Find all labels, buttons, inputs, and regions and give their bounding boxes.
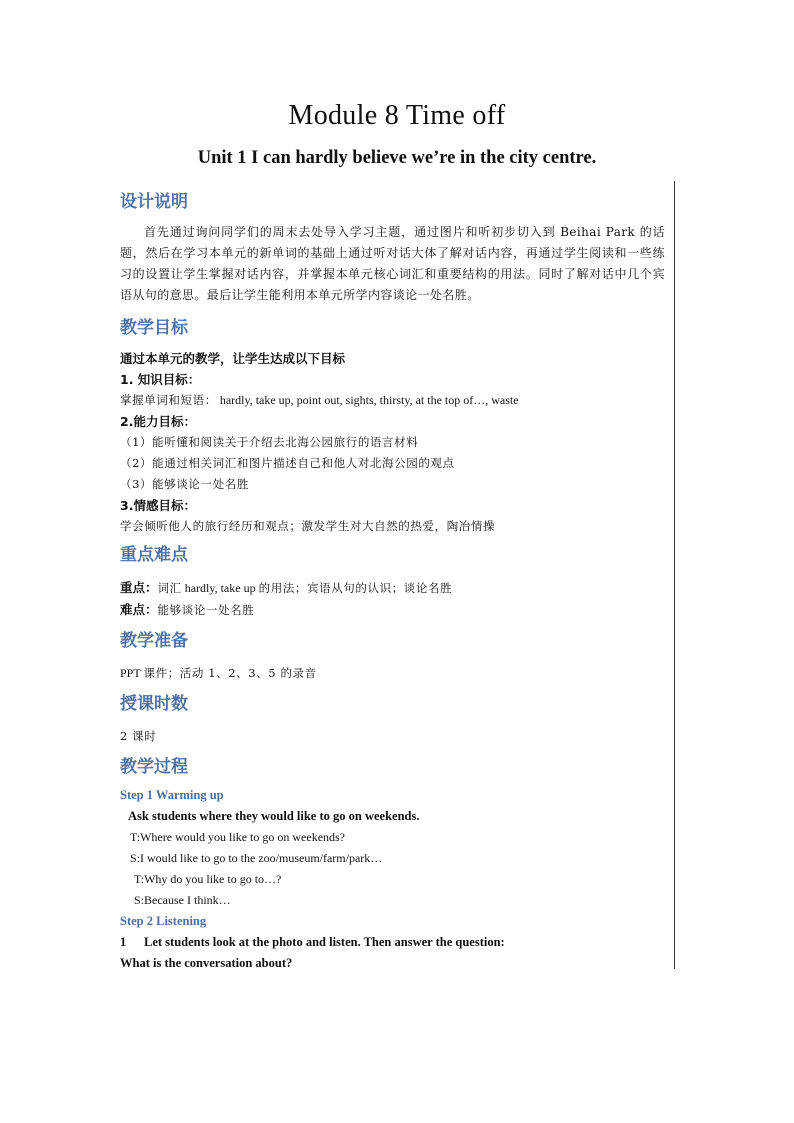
page-title: Module 8 Time off	[288, 100, 506, 131]
knowledge-line	[120, 390, 665, 411]
dialogue-line-1: T:Where would you like to go on weekends?	[130, 830, 346, 844]
step-1-title: Step 1 Warming up	[120, 788, 224, 802]
preparation-en: PPT	[120, 666, 144, 680]
knowledge-title: 1. 知识目标：	[120, 372, 201, 387]
class-hours-text: 2 课时	[120, 729, 157, 743]
unit-subtitle: Unit 1 I can hardly believe we’re in the city centre.	[197, 148, 597, 168]
focus-text-c: 的用法；宾语从句的认识；谈论名胜	[258, 581, 453, 595]
emotion-text: 学会倾听他人的旅行经历和观点；激发学生对大自然的热爱，陶冶情操	[120, 519, 496, 533]
focus-label: 重点：	[120, 580, 158, 595]
ability-item-2: （2）能通过相关词汇和图片描述自己和他人对北海公园的观点	[120, 456, 455, 470]
step-2-instruction-line	[120, 932, 665, 953]
step-2-title: Step 2 Listening	[120, 914, 207, 928]
preparation-text	[120, 663, 665, 684]
focus-line	[120, 577, 665, 599]
knowledge-label: 掌握单词和短语：	[120, 393, 217, 407]
design-paragraph: 首先通过询问同学们的周末去处导入学习主题，通过图片和听初步切入到 Beihai Park 的话题，然后在学习本单元的新单词的基础上通过听对话大体了解对话内容，再通过学生阅读和一些练习的设置让学生掌握对话内容，并掌握本单元核心词汇和重要结构的用法。同时了解对话中几个宾语从句的意思。最后让学生能利用本单元所学内容谈论一处名胜。	[120, 225, 665, 302]
focus-text-b: hardly, take up	[181, 581, 259, 595]
difficulty-line	[120, 599, 665, 621]
difficulty-label: 难点：	[120, 602, 158, 617]
heading-class-hours: 授课时数	[120, 694, 188, 714]
heading-key-points: 重点难点	[120, 545, 188, 565]
step-2-number: 1	[120, 935, 127, 949]
goals-intro: 通过本单元的教学，让学生达成以下目标	[120, 351, 346, 366]
heading-preparation: 教学准备	[120, 631, 188, 651]
ability-item-3: （3）能够谈论一处名胜	[120, 477, 249, 491]
step-2-instruction: Let students look at the photo and listen. Then answer the question:	[144, 935, 505, 949]
dialogue-line-3: T:Why do you like to go to…?	[134, 872, 282, 886]
heading-goals: 教学目标	[120, 318, 188, 338]
emotion-title: 3.情感目标：	[120, 498, 196, 513]
difficulty-text: 能够谈论一处名胜	[157, 603, 255, 617]
focus-text-a: 词汇	[157, 581, 182, 595]
ability-title: 2.能力目标：	[120, 414, 196, 429]
dialogue-line-4: S:Because I think…	[134, 893, 231, 907]
ability-item-1: （1）能听懂和阅读关于介绍去北海公园旅行的语言材料	[120, 435, 419, 449]
heading-teaching-process: 教学过程	[120, 757, 188, 777]
knowledge-words: hardly, take up, point out, sights, thirsty, at the top of…, waste	[216, 393, 519, 407]
preparation-cn: 课件；活动 1、2、3、5 的录音	[143, 666, 317, 680]
margin-rule	[674, 181, 675, 969]
step-2-question: What is the conversation about?	[120, 956, 293, 970]
lesson-plan-body	[120, 188, 665, 974]
dialogue-line-2: S:I would like to go to the zoo/museum/farm/park…	[130, 851, 383, 865]
step-1-instruction: Ask students where they would like to go on weekends.	[128, 809, 420, 823]
heading-design: 设计说明	[120, 192, 188, 212]
